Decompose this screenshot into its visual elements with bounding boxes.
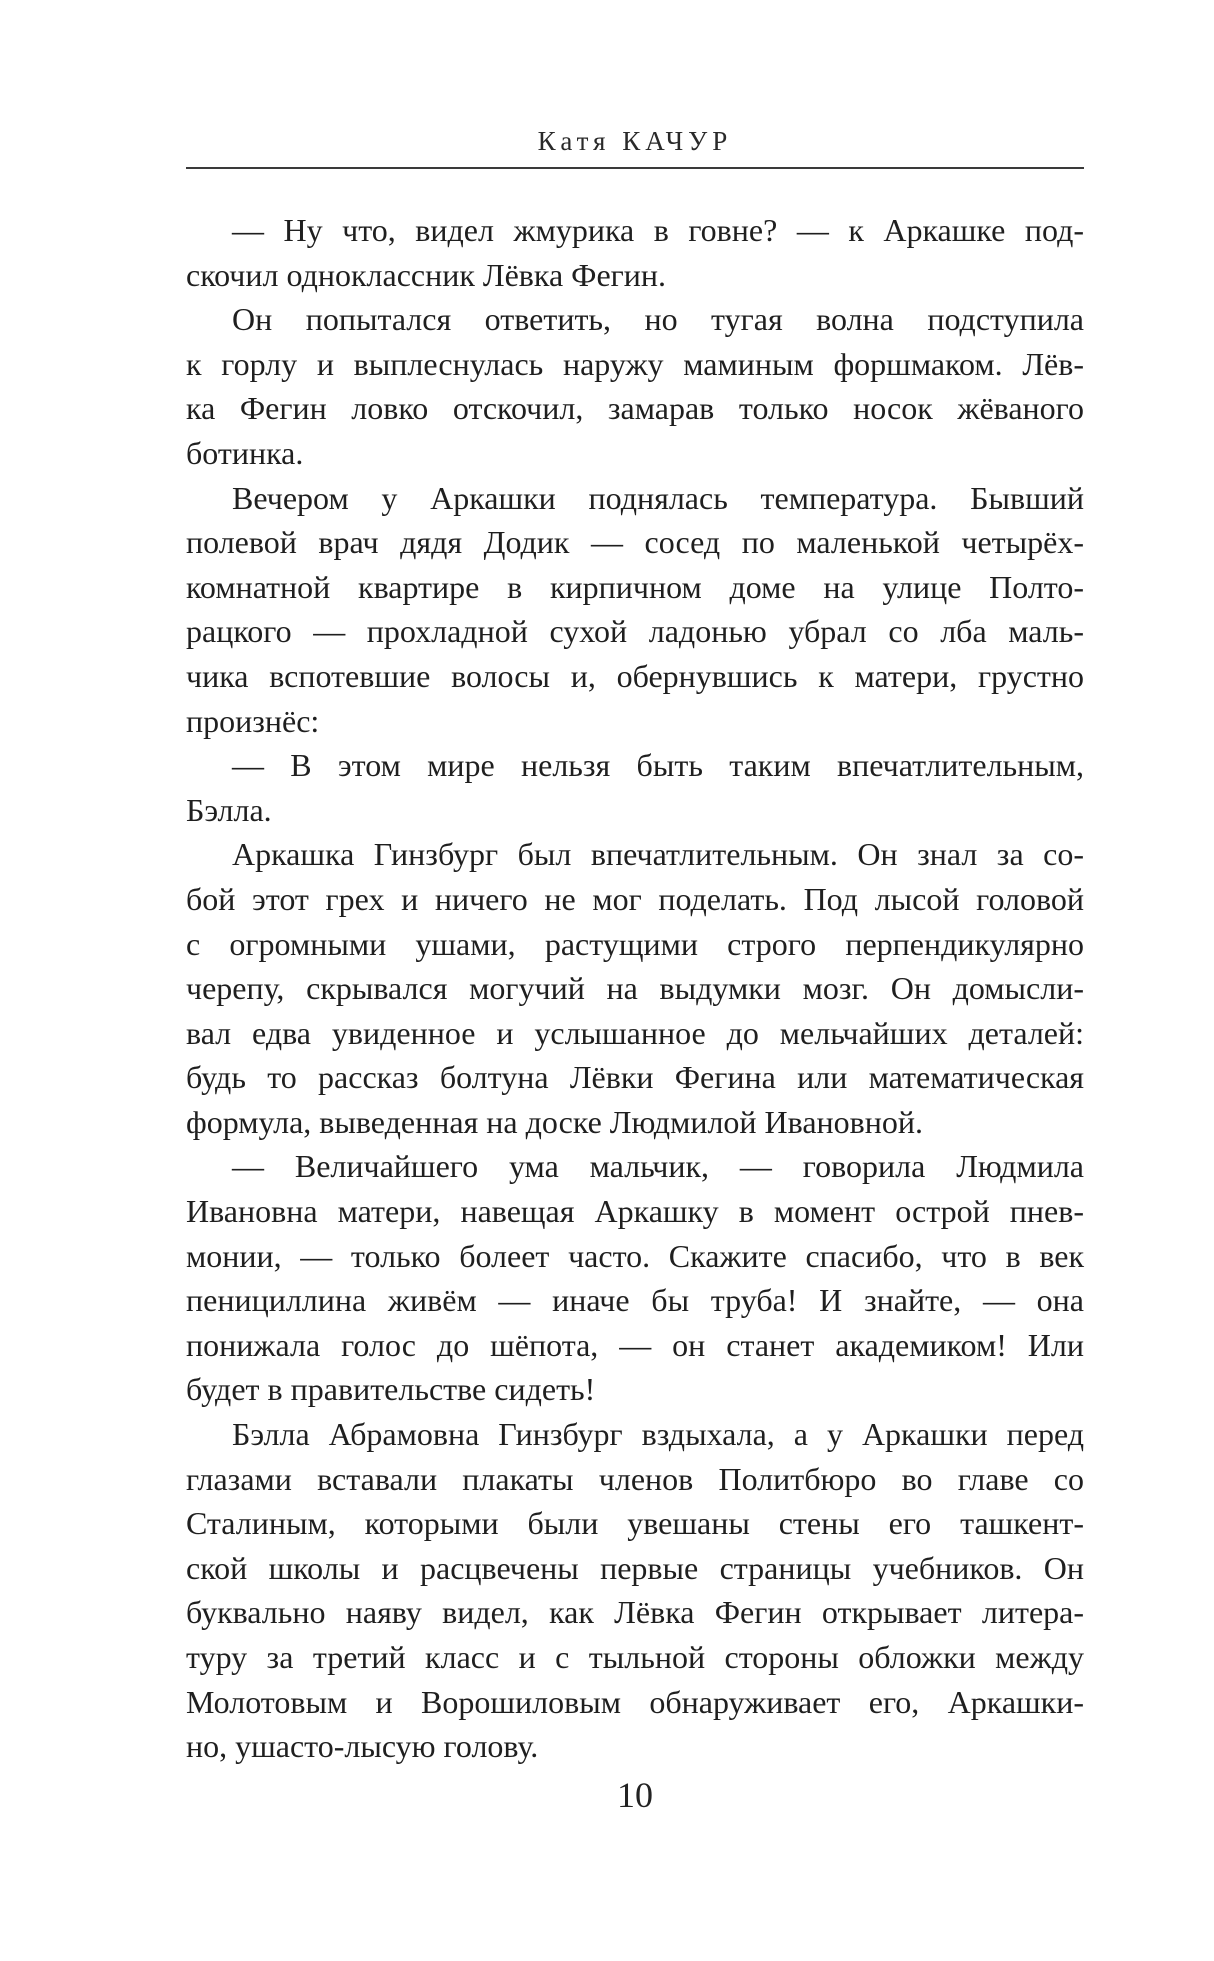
text-line: — В этом мире нельзя быть таким впечатлительным, [232, 747, 1084, 784]
text-line: — Ну что, видел жмурика в говне? — к Аркашке под- [232, 212, 1084, 248]
paragraph [186, 1144, 1084, 1412]
text-line: с огромными ушами, растущими строго перпендикулярно [186, 925, 1084, 962]
text-line: полевой врач дядя Додик — сосед по маленькой четырёх- [186, 524, 1084, 561]
text-line: туру за третий класс и с тыльной стороны обложки между [186, 1639, 1084, 1675]
text-line: чика вспотевшие волосы и, обернувшись к матери, грустно [186, 657, 1084, 694]
text-line: ботинка. [186, 434, 304, 471]
text-line: ка Фегин ловко отскочил, замарав только носок жёваного [186, 390, 1084, 427]
paragraph [186, 832, 1084, 1144]
text-line: формула, выведенная на доске Людмилой Ивановной. [186, 1103, 924, 1140]
text-line: Ивановна матери, навещая Аркашку в момент острой пнев- [186, 1193, 1084, 1230]
text-line: скочил одноклассник Лёвка Фегин. [186, 256, 667, 293]
text-line: будь то рассказ болтуна Лёвки Фегина или математическая [186, 1059, 1084, 1096]
text-line: бой этот грех и ничего не мог поделать. Под лысой головой [186, 880, 1084, 917]
text-line: пенициллина живём — иначе бы труба! И знайте, — она [186, 1282, 1084, 1319]
text-line: произнёс: [186, 702, 320, 739]
body-text [186, 208, 1084, 1769]
page-number: 10 [617, 1775, 653, 1815]
text-line: но, ушасто-лысую голову. [186, 1728, 539, 1765]
text-line: глазами вставали плакаты членов Политбюро во главе со [186, 1460, 1084, 1497]
text-line: Аркашка Гинзбург был впечатлительным. Он знал за со- [232, 836, 1084, 873]
text-line: Молотовым и Ворошиловым обнаруживает его, Аркашки- [186, 1683, 1084, 1720]
text-line: Бэлла. [186, 791, 272, 828]
running-head: Катя КАЧУР [537, 126, 733, 156]
text-line: понижала голос до шёпота, — он станет академиком! Или [186, 1326, 1084, 1363]
text-line: рацкого — прохладной сухой ладонью убрал со лба маль- [186, 613, 1084, 650]
text-line: черепу, скрывался могучий на выдумки мозг. Он домысли- [186, 970, 1084, 1007]
paragraph [186, 297, 1084, 475]
text-line: Он попытался ответить, но тугая волна подступила [232, 301, 1084, 338]
text-line: будет в правительстве сидеть! [186, 1371, 596, 1408]
text-line: Сталиным, которыми были увешаны стены его ташкент- [186, 1505, 1084, 1542]
paragraph [186, 476, 1084, 744]
header-rule [186, 167, 1084, 169]
text-line: монии, — только болеет часто. Скажите спасибо, что в век [186, 1237, 1084, 1274]
text-line: буквально наяву видел, как Лёвка Фегин открывает литера- [186, 1594, 1084, 1631]
paragraph [186, 208, 1084, 297]
text-line: комнатной квартире в кирпичном доме на улице Полто- [186, 568, 1084, 605]
text-line: Бэлла Абрамовна Гинзбург вздыхала, а у Аркашки перед [232, 1416, 1084, 1453]
text-line: ской школы и расцвечены первые страницы учебников. Он [186, 1549, 1084, 1586]
paragraph [186, 1412, 1084, 1769]
text-line: Вечером у Аркашки поднялась температура. Бывший [232, 479, 1084, 516]
text-line: вал едва увиденное и услышанное до мельчайших деталей: [186, 1014, 1084, 1051]
paragraph [186, 743, 1084, 832]
text-line: — Величайшего ума мальчик, — говорила Людмила [232, 1148, 1084, 1185]
text-line: к горлу и выплеснулась наружу маминым форшмаком. Лёв- [186, 345, 1084, 382]
